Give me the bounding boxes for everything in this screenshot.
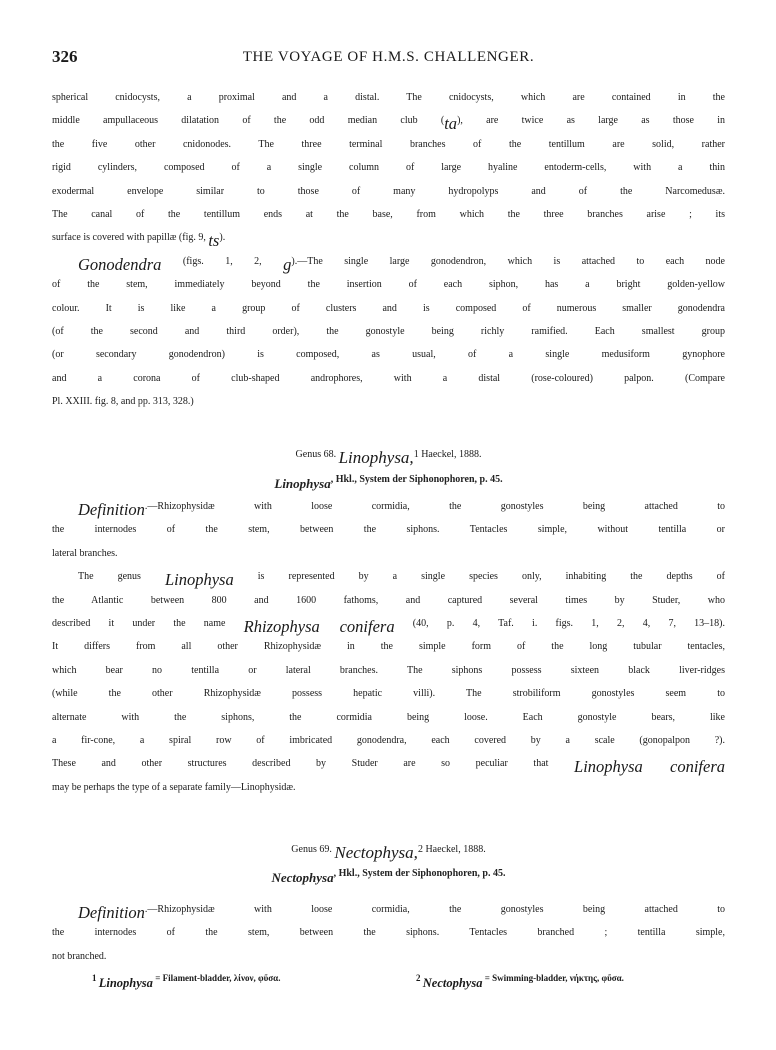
text-line: [52, 300, 725, 323]
italic-text-run: Linophysa,: [338, 448, 414, 467]
text-line: [52, 755, 725, 778]
italic-text-run: Gonodendra: [78, 254, 162, 274]
text-run: surface is covered with papillæ (fig. 9,: [52, 232, 209, 244]
text-line: [52, 545, 725, 568]
italic-text-run: ta: [444, 114, 458, 134]
text-line: [52, 592, 725, 615]
text-line: [52, 370, 725, 393]
footnote-marker: 1: [413, 449, 419, 460]
text-line: [52, 346, 725, 369]
paragraph: [52, 568, 725, 802]
genus-69-reference: [52, 869, 725, 887]
text-run: (or secondary gonodendron) is composed, as usual, of a single medusiform gynophore: [52, 349, 725, 361]
text-line: [52, 615, 725, 638]
text-run: Genus 68.: [295, 449, 339, 460]
text-run: Haeckel, 1888.: [418, 449, 482, 460]
text-line: [52, 924, 725, 947]
text-run: (while the other Rhizophysidæ possess hepatic villi). The strobiliform gonostyles seem to: [52, 688, 725, 700]
text-run: = Filament-bladder, λίνον, φῦσα.: [152, 973, 281, 983]
text-run: not branched.: [52, 950, 107, 962]
text-line: [52, 779, 725, 802]
italic-text-run: ts: [208, 231, 220, 251]
genus-68-reference: [52, 475, 725, 493]
italic-text-run: Nectophysa: [271, 870, 334, 885]
text-line: [52, 662, 725, 685]
italic-text-run: g: [283, 254, 292, 274]
text-line: [52, 393, 725, 416]
text-run: = Swimming-bladder, νήκτης, φῦσα.: [482, 973, 624, 983]
italic-text-run: Linophysa: [98, 976, 153, 990]
text-run: may be perhaps the type of a separate family—Linophysidæ.: [52, 781, 296, 793]
text-line: [52, 159, 725, 182]
text-run: These and other structures described by Studer are so peculiar that: [52, 758, 575, 770]
text-run: ).: [219, 232, 226, 244]
text-run: the internodes of the stem, between the siphons. Tentacles simple, without tentilla or: [52, 524, 725, 536]
text-run: lateral branches.: [52, 547, 118, 559]
text-line: [52, 276, 725, 299]
italic-text-run: Rhizophysa conifera: [243, 616, 395, 636]
genus-68-heading: [52, 447, 725, 469]
text-line: [52, 685, 725, 708]
text-line: [52, 901, 725, 924]
text-run: spherical cnidocysts, a proximal and a distal. The cnidocysts, which are contained in the: [52, 92, 725, 103]
text-line: [52, 89, 725, 112]
italic-text-run: Nectophysa,: [334, 843, 418, 862]
text-run: (40, p. 4, Taf. i. figs. 1, 2, 4, 7, 13–18).: [394, 617, 726, 629]
text-run: ), are twice as large as those in: [457, 115, 725, 127]
text-line: [52, 229, 725, 252]
text-run: .—Rhizophysidæ with loose cormidia, the gonostyles being attached to: [144, 501, 725, 512]
text-run: the Atlantic between 800 and 1600 fathoms, and captured several times by Studer, who: [52, 594, 725, 606]
footnote-marker: 2: [417, 844, 423, 855]
text-run: rigid cylinders, composed of a single column of large hyaline entoderm-cells, with a thin: [52, 162, 725, 174]
text-line: [52, 732, 725, 755]
footnote-2: [416, 974, 624, 992]
text-run: Pl. XXIII. fig. 8, and pp. 313, 328.): [52, 396, 194, 408]
paragraph: [52, 498, 725, 568]
text-run: Haeckel, 1888.: [422, 844, 486, 855]
text-run: .—Rhizophysidæ with loose cormidia, the gonostyles being attached to: [144, 904, 725, 915]
text-line: [52, 112, 725, 135]
text-line: [52, 136, 725, 159]
text-line: [52, 948, 725, 971]
text-run: Genus 69.: [291, 844, 335, 855]
footnote-marker: 1: [92, 973, 97, 983]
text-line: [52, 206, 725, 229]
footnote-marker: 2: [416, 973, 421, 983]
text-run: , Hkl., System der Siphonophoren, p. 45.: [330, 474, 503, 485]
text-run: The canal of the tentillum ends at the base, from which the three branches arise ; its: [52, 208, 725, 220]
text-line: [52, 709, 725, 732]
text-run: , Hkl., System der Siphonophoren, p. 45.: [333, 868, 506, 879]
italic-text-run: Linophysa: [164, 570, 234, 590]
running-title: THE VOYAGE OF H.M.S. CHALLENGER.: [242, 49, 535, 65]
text-section-a: [52, 89, 725, 416]
text-run: described it under the name: [52, 617, 244, 629]
italic-text-run: Nectophysa: [422, 976, 483, 990]
text-run: ).—The single large gonodendron, which is attached to each node: [291, 255, 725, 267]
text-line: [52, 638, 725, 661]
text-run: alternate with the siphons, the cormidia being loose. Each gonostyle bears, like: [52, 711, 725, 723]
text-run: middle ampullaceous dilatation of the odd median club (: [52, 115, 445, 127]
text-section-b: [52, 498, 725, 802]
text-line: [52, 521, 725, 544]
text-run: It differs from all other Rhizophysidæ in the simple form of the long tubular tentacles,: [52, 641, 725, 653]
running-head: [52, 46, 725, 68]
paragraph: [52, 253, 725, 417]
text-section-c: [52, 901, 725, 971]
italic-text-run: Linophysa conifera: [574, 757, 725, 777]
text-run: which bear no tentilla or lateral branches. The siphons possess sixteen black liver-ridges: [52, 664, 725, 676]
italic-text-run: Linophysa: [274, 476, 331, 491]
footnote-1: [92, 974, 280, 992]
paragraph: [52, 89, 725, 253]
text-run: The genus: [78, 571, 165, 583]
italic-text-run: Definition: [78, 903, 145, 922]
italic-text-run: Definition: [78, 500, 145, 519]
text-run: (of the second and third order), the gonostyle being richly ramified. Each smallest group: [52, 325, 725, 337]
text-run: is represented by a single species only, inhabiting the depths of: [233, 571, 725, 583]
page-number: 326: [52, 47, 78, 66]
text-run: exodermal envelope similar to those of many hydropolyps and of the Narcomedusæ.: [52, 185, 725, 197]
text-line: [52, 253, 725, 276]
text-line: [52, 498, 725, 521]
text-line: [52, 323, 725, 346]
text-line: [52, 568, 725, 591]
text-run: a fir-cone, a spiral row of imbricated gonodendra, each covered by a scale (gonopalpon ?).: [52, 734, 725, 746]
text-run: of the stem, immediately beyond the insertion of each siphon, has a bright golden-yellow: [52, 279, 725, 291]
genus-69-heading: [52, 842, 725, 864]
paragraph: [52, 901, 725, 971]
text-run: the internodes of the stem, between the siphons. Tentacles branched ; tentilla simple,: [52, 927, 725, 939]
text-run: colour. It is like a group of clusters and is composed of numerous smaller gonodendra: [52, 302, 725, 314]
text-run: and a corona of club-shaped androphores, with a distal (rose-coloured) palpon. (Compare: [52, 372, 725, 384]
text-run: the five other cnidonodes. The three terminal branches of the tentillum are solid, rather: [52, 138, 725, 150]
text-run: (figs. 1, 2,: [161, 255, 284, 267]
text-line: [52, 183, 725, 206]
